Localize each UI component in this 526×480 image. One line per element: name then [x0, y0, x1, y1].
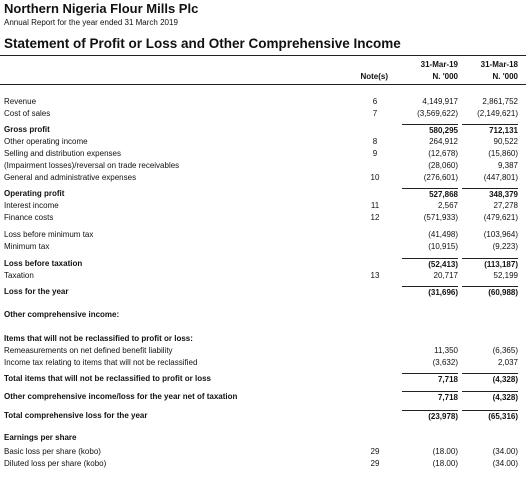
table-row: [0, 458, 526, 470]
row-label: Minimum tax: [4, 242, 50, 251]
value-2018: (34.00): [492, 459, 518, 468]
row-label: Gross profit: [4, 125, 50, 134]
value-2019: (23,978): [402, 410, 458, 423]
statement-title: Statement of Profit or Loss and Other Comprehensive Income: [4, 36, 401, 51]
col-2018-date: 31-Mar-18: [480, 60, 518, 69]
table-row: [0, 136, 526, 148]
row-label: Remeasurements on net defined benefit liability: [4, 346, 173, 355]
row-note: 12: [370, 213, 380, 222]
table-row: [0, 172, 526, 184]
row-label: Cost of sales: [4, 109, 51, 118]
col-2019-unit: N. '000: [432, 72, 458, 81]
value-2019: 527,868: [402, 188, 458, 201]
row-label: Loss before minimum tax: [4, 230, 94, 239]
table-row: [0, 258, 526, 270]
value-2018: (447,801): [483, 173, 518, 182]
note-column-header: Note(s): [360, 72, 388, 81]
table-row: [0, 345, 526, 357]
value-2018: (4,328): [462, 391, 518, 404]
row-label: Other comprehensive income/loss for the year net of taxation: [4, 392, 238, 401]
value-2018: 90,522: [493, 137, 518, 146]
row-note: 8: [372, 137, 378, 146]
table-row: [0, 212, 526, 224]
value-2019: (12,678): [428, 149, 458, 158]
value-2018: 712,131: [462, 124, 518, 137]
table-row: [0, 96, 526, 108]
value-2018: (479,621): [483, 213, 518, 222]
value-2019: 4,149,917: [422, 97, 458, 106]
row-note: 7: [372, 109, 378, 118]
value-2019: (28,060): [428, 161, 458, 170]
table-row: [0, 410, 526, 422]
value-2018: 52,199: [493, 271, 518, 280]
table-row: [0, 124, 526, 136]
row-label: Operating profit: [4, 189, 65, 198]
table-row: [0, 200, 526, 212]
row-note: 29: [370, 447, 380, 456]
value-2019: 264,912: [429, 137, 458, 146]
value-2019: 20,717: [433, 271, 458, 280]
value-2018: (103,964): [483, 230, 518, 239]
value-2018: (2,149,621): [477, 109, 518, 118]
value-2019: (276,601): [423, 173, 458, 182]
table-row: [0, 270, 526, 282]
table-row: [0, 108, 526, 120]
value-2019: (18.00): [432, 447, 458, 456]
title-rule: [0, 55, 526, 56]
row-note: 6: [372, 97, 378, 106]
value-2018: 2,037: [497, 358, 518, 367]
value-2019: 580,295: [402, 124, 458, 137]
value-2019: 7,718: [402, 391, 458, 404]
value-2019: (52,413): [402, 258, 458, 271]
value-2019: 11,350: [434, 346, 458, 355]
value-2019: (41,498): [428, 230, 458, 239]
table-row: [0, 391, 526, 403]
row-label: Other operating income: [4, 137, 88, 146]
row-label: Earnings per share: [4, 433, 77, 442]
table-row: [0, 446, 526, 458]
table-row: [0, 373, 526, 385]
table-row: [0, 357, 526, 369]
col-2018-unit: N. '000: [492, 72, 518, 81]
table-row: [0, 432, 526, 444]
value-2018: (9,223): [492, 242, 518, 251]
value-2018: 2,861,752: [482, 97, 518, 106]
row-note: 29: [370, 459, 380, 468]
row-note: 13: [370, 271, 380, 280]
row-note: 9: [372, 149, 378, 158]
table-row: [0, 309, 526, 321]
row-label: General and administrative expenses: [4, 173, 137, 182]
row-label: Taxation: [4, 271, 34, 280]
value-2019: (31,696): [402, 286, 458, 299]
value-2019: (3,569,622): [417, 109, 458, 118]
value-2019: (571,933): [423, 213, 458, 222]
value-2018: (6,365): [492, 346, 518, 355]
value-2018: (4,328): [462, 373, 518, 386]
header-underline: [0, 84, 526, 85]
table-row: [0, 229, 526, 241]
value-2018: (15,860): [488, 149, 518, 158]
value-2019: (10,915): [428, 242, 458, 251]
table-row: [0, 241, 526, 253]
col-2019-date: 31-Mar-19: [420, 60, 458, 69]
row-label: Revenue: [4, 97, 37, 106]
table-row: [0, 160, 526, 172]
row-label: Items that will not be reclassified to profit or loss:: [4, 334, 193, 343]
row-label: (Impairment losses)/reversal on trade receivables: [4, 161, 180, 170]
table-row: [0, 333, 526, 345]
row-label: Diluted loss per share (kobo): [4, 459, 107, 468]
table-row: [0, 188, 526, 200]
value-2019: 7,718: [402, 373, 458, 386]
value-2018: (65,316): [462, 410, 518, 423]
value-2019: 2,567: [437, 201, 458, 210]
row-label: Loss before taxation: [4, 259, 83, 268]
row-label: Basic loss per share (kobo): [4, 447, 101, 456]
row-label: Income tax relating to items that will not be reclassified: [4, 358, 198, 367]
value-2018: 9,387: [497, 161, 518, 170]
row-label: Selling and distribution expenses: [4, 149, 121, 158]
value-2019: (18.00): [432, 459, 458, 468]
row-label: Finance costs: [4, 213, 54, 222]
report-subtitle: Annual Report for the year ended 31 March 2019: [4, 18, 178, 27]
value-2018: 27,278: [493, 201, 518, 210]
company-name: Northern Nigeria Flour Mills Plc: [4, 1, 199, 16]
row-label: Interest income: [4, 201, 59, 210]
table-row: [0, 286, 526, 298]
row-label: Total items that will not be reclassified to profit or loss: [4, 374, 211, 383]
value-2018: (60,988): [462, 286, 518, 299]
row-label: Total comprehensive loss for the year: [4, 411, 148, 420]
value-2018: 348,379: [462, 188, 518, 201]
row-label: Loss for the year: [4, 287, 69, 296]
row-note: 11: [370, 201, 380, 210]
table-row: [0, 148, 526, 160]
value-2018: (113,187): [462, 258, 518, 271]
value-2018: (34.00): [492, 447, 518, 456]
row-note: 10: [370, 173, 380, 182]
value-2019: (3,632): [432, 358, 458, 367]
row-label: Other comprehensive income:: [4, 310, 120, 319]
